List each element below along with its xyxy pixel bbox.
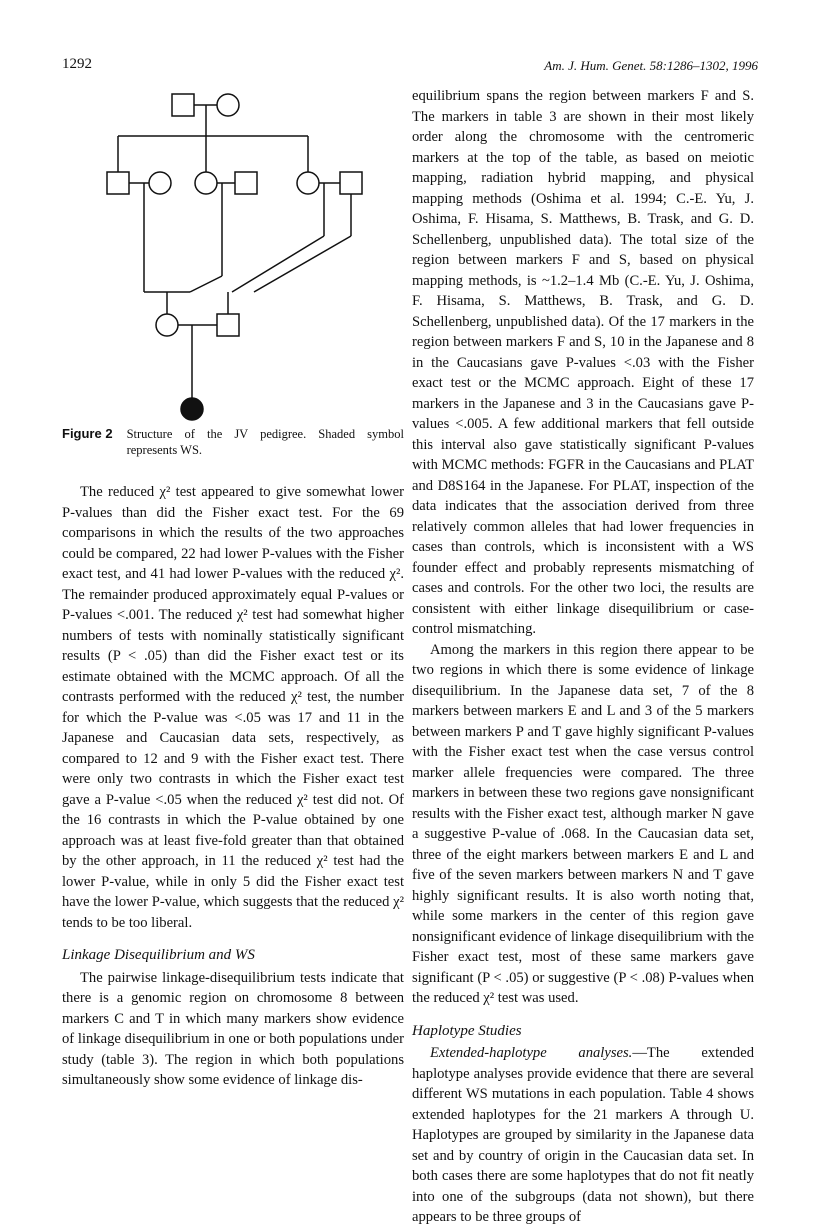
gen2-female-2 [297,172,319,194]
figure-caption-text: Structure of the JV pedigree. Shaded symbol represents WS. [126,427,404,457]
left-column [62,86,404,1091]
running-head: Am. J. Hum. Genet. 58:1286–1302, 1996 [544,58,758,73]
gen1-female [217,94,239,116]
figure-caption [62,426,404,458]
paragraph [412,1043,754,1228]
gen3-female [156,314,178,336]
gen2-female-spouse-1 [149,172,171,194]
right-column [412,86,754,1228]
section-heading: Linkage Disequilibrium and WS [62,947,255,963]
pedigree-figure [62,86,404,426]
paragraph: The pairwise linkage-disequilibrium tests indicate that there is a genomic region on chromosome 8 between markers C and T in which many markers show evidence of linkage disequilibrium in one or both populations under study (table 3). The region in which both populations simultaneously show some evidence of linkage dis- [62,969,404,1088]
page-number: 1292 [62,56,92,72]
gen1-male [172,94,194,116]
paragraph: equilibrium spans the region between markers F and S. The markers in table 3 are shown in their most likely order along the chromosome with the centromeric markers at the top of the table, as based on meiotic mapping, radiation hybrid mapping, and physical mapping methods (Oshima et al. 1994; C.-E. Yu, J. Oshima, F. Hisama, S. Matthews, B. Trask, and G. D. Schellenberg, unpublished data). The total size of the region between markers F and S, based on physical mapping methods, is ~1.2–1.4 Mb (C.-E. Yu, J. Oshima, F. Hisama, S. Matthews, B. Trask, and G. D. Schellenberg, unpublished data). Of the 17 markers in the region between markers F and S, 10 in the Japanese and 8 in the Caucasians gave P-values <.03 with the Fisher exact test or the MCMC approach. Eight of these 17 markers in the Japanese and 3 in the Caucasians gave P-values <.005. A few additional markers that fell outside this interval also gave statistically significant P-values with MCMC methods: FGFR in the Caucasians and PLAT and D8S164 in the Japanese. For PLAT, inspection of the data indicates that the association derived from three relatively common alleles that had lower frequencies in cases than controls, which is inconsistent with a WS founder effect and probably represents mismatching of cases and controls. For the other two loci, the results are consistent with either linkage disequilibrium or case-control mismatching. [412,88,754,637]
figure-label: Figure 2 [62,426,113,441]
gen2-female-1 [195,172,217,194]
paragraph: Among the markers in this region there appear to be two regions in which there is some evidence of linkage disequilibrium. In the Japanese data set, 7 of the 8 markers between markers E and L and 3 of the 5 markers between markers P and T gave highly significant P-values with the Fisher exact test when the case versus control marker allele frequencies were compared. The three markers in between these two regions gave nonsignificant results with the Fisher exact test, although marker N gave a suggestive P-value of .068. In the Caucasian data set, three of the eight markers between markers E and L and five of the seven markers between markers N and T gave highly significant results. It is also worth noting that, while some markers in the center of this region gave nonsignificant evidence of linkage disequilibrium with the Fisher exact test, most of these same markers gave significant (P < .05) or suggestive (P < .08) P-values when the reduced χ² test was used. [412,641,754,1006]
gen3-male [217,314,239,336]
subsection-heading: Extended-haplotype analyses. [430,1045,633,1061]
gen2-male-spouse-2 [340,172,362,194]
affected-proband [181,398,203,420]
gen2-male-1 [107,172,129,194]
gen2-male-spouse-1 [235,172,257,194]
section-heading: Haplotype Studies [412,1022,522,1039]
paragraph: The reduced χ² test appeared to give somewhat lower P-values than did the Fisher exact test. For the 69 comparisons in which the results of the two approaches could be compared, 22 had lower P-values with the Fisher exact test, and 41 had lower P-values with the reduced χ². The remainder produced approximately equal P-values or P-values <.001. The reduced χ² test had somewhat higher numbers of tests with nominally statistically significant results (P < .05) than did the Fisher exact test or its estimate obtained with the MCMC approach. Of all the contrasts performed with the reduced χ² test, the number for which the P-value was <.05 was 17 and 11 in the Japanese and Caucasian data sets, respectively, as compared to 12 and 9 with the Fisher exact test. There were only two contrasts in which the Fisher exact test gave a P-value <.05 when the reduced χ² test did not. Of the 16 contrasts in which the P-value obtained by one approach was at least five-fold greater than that obtained by the other approach, in 11 the reduced χ² test had the lower P-value, while in only 5 did the Fisher exact test have the lower P-value, which suggests that the reduced χ² tends to be too liberal. [62,484,404,931]
paragraph-text: —The extended haplotype analyses provide evidence that there are several different WS mutations in each population. Table 4 shows extended haplotypes for the 21 markers A through U. Haplotypes are grouped by similarity in the Japanese data set and by country of origin in the Caucasian data set. In both cases there are some haplotypes that do not fit neatly into one of the subgroups (data not shown), but there appears to be three groups of [412,1045,754,1225]
